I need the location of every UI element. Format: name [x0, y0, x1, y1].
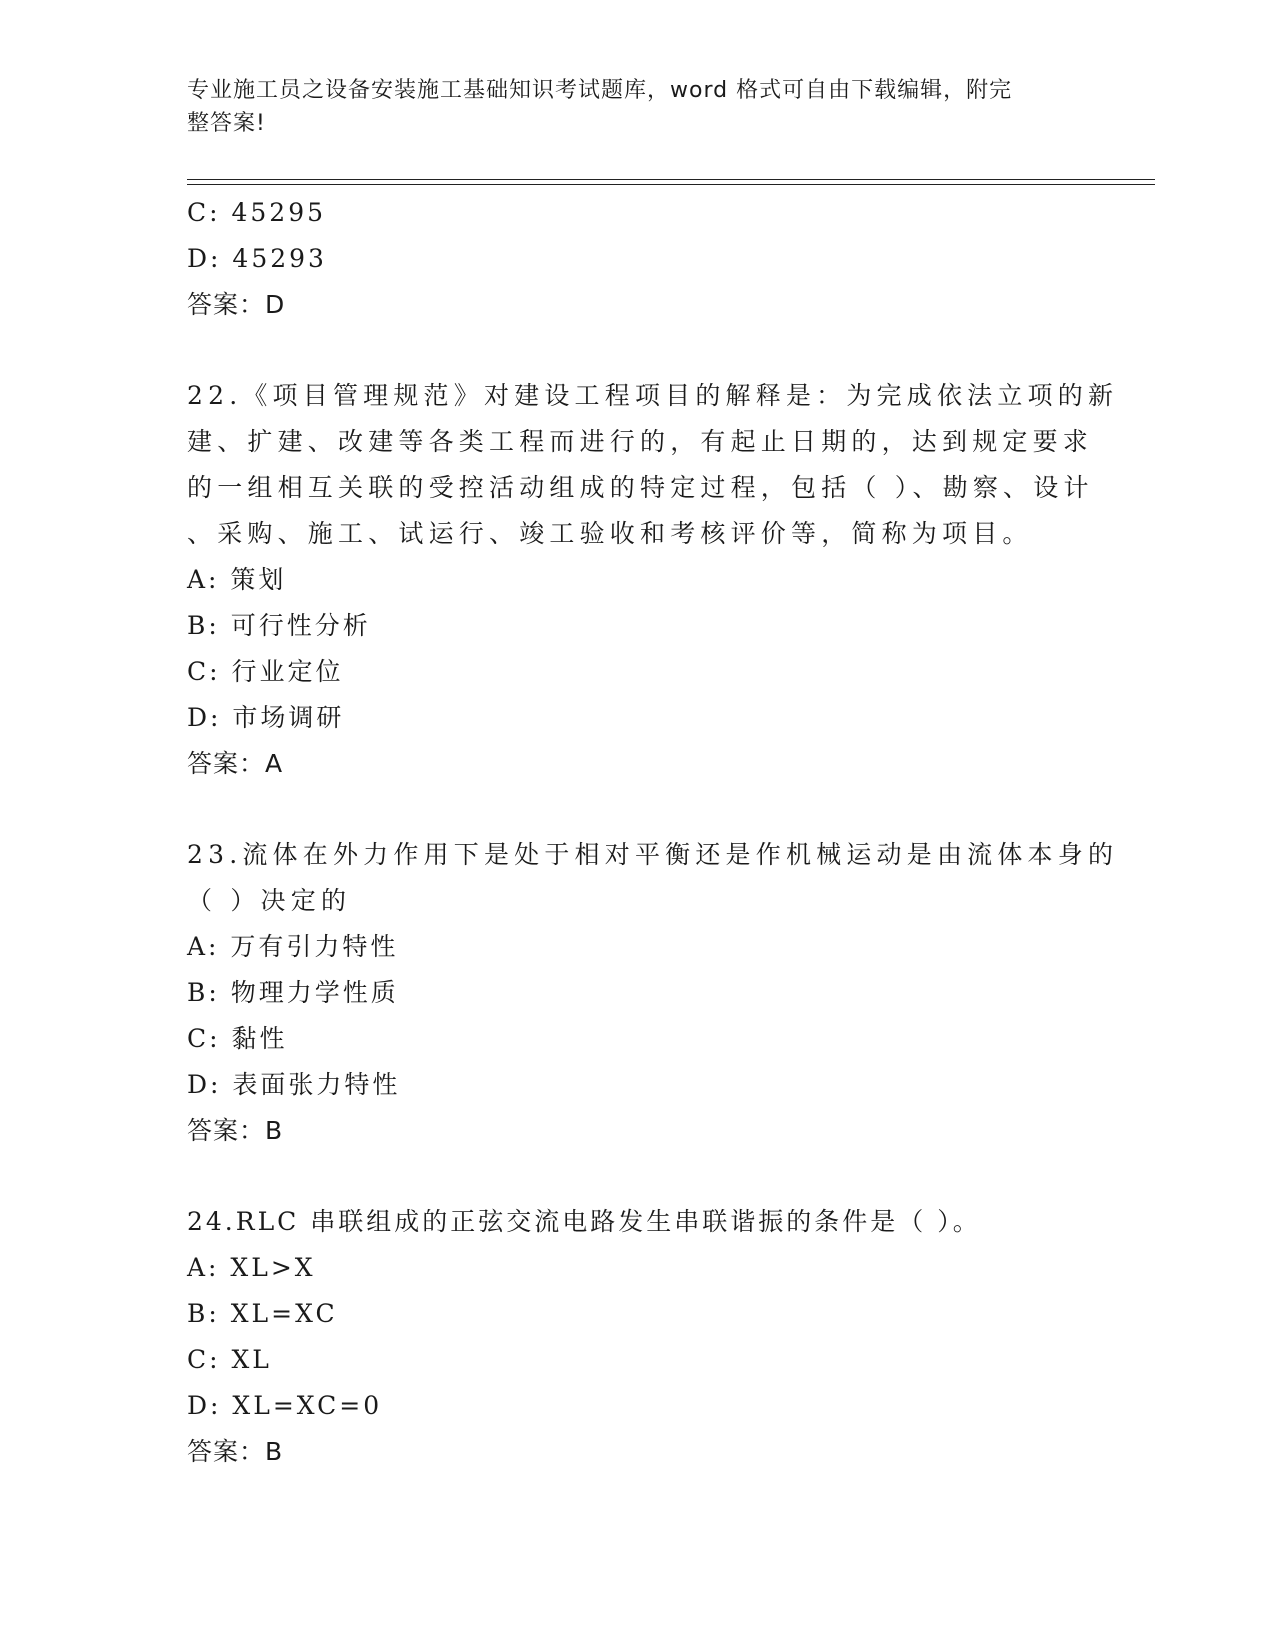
question-24 [187, 1199, 1087, 1475]
question-23 [187, 832, 1119, 1154]
option-c: C: XL [187, 1345, 272, 1374]
option-d: D: 表面张力特性 [187, 1070, 401, 1099]
option-d: D: XL=XC=0 [187, 1391, 383, 1420]
option-c: C: 45295 [187, 198, 327, 227]
answer-label: 答案：B [187, 1116, 284, 1145]
header-divider-top [187, 179, 1155, 180]
option-d: D: 市场调研 [187, 703, 345, 732]
question-text-line: 23.流体在外力作用下是处于相对平衡还是作机械运动是由流体本身的 [187, 840, 1119, 869]
question-text-line: 、采购、施工、试运行、竣工验收和考核评价等，简称为项目。 [187, 519, 1033, 548]
question-text-line: 22.《项目管理规范》对建设工程项目的解释是：为完成依法立项的新 [187, 381, 1119, 410]
question-22 [187, 373, 1119, 787]
question-text-line: （ ）决定的 [187, 886, 352, 915]
question-text-line: 的一组相互关联的受控活动组成的特定过程，包括（ ）、勘察、设计 [187, 473, 1094, 502]
answer-label: 答案：A [187, 749, 284, 778]
answer-label: 答案：B [187, 1437, 284, 1466]
option-b: B: 物理力学性质 [187, 978, 399, 1007]
option-b: B: XL=XC [187, 1299, 338, 1328]
header-line-2: 整答案! [187, 111, 266, 136]
option-c: C: 黏性 [187, 1024, 288, 1053]
option-a: A: 策划 [187, 565, 287, 594]
question-text-line: 建、扩建、改建等各类工程而进行的，有起止日期的，达到规定要求 [187, 427, 1094, 456]
question-text-line: 24.RLC 串联组成的正弦交流电路发生串联谐振的条件是（ ）。 [187, 1207, 981, 1236]
option-a: A: XL>X [187, 1253, 316, 1282]
spacer [187, 328, 1087, 373]
option-c: C: 行业定位 [187, 657, 344, 686]
header-line-1: 专业施工员之设备安装施工基础知识考试题库，word 格式可自由下载编辑，附完 [187, 78, 1013, 103]
answer-label: 答案：D [187, 290, 286, 319]
option-a: A: 万有引力特性 [187, 932, 399, 961]
spacer [187, 787, 1087, 832]
header-divider-bottom [187, 184, 1155, 185]
option-d: D: 45293 [187, 244, 327, 273]
option-b: B: 可行性分析 [187, 611, 371, 640]
document-header [187, 74, 1087, 140]
question-list [187, 190, 1119, 1475]
spacer [187, 1154, 1087, 1199]
